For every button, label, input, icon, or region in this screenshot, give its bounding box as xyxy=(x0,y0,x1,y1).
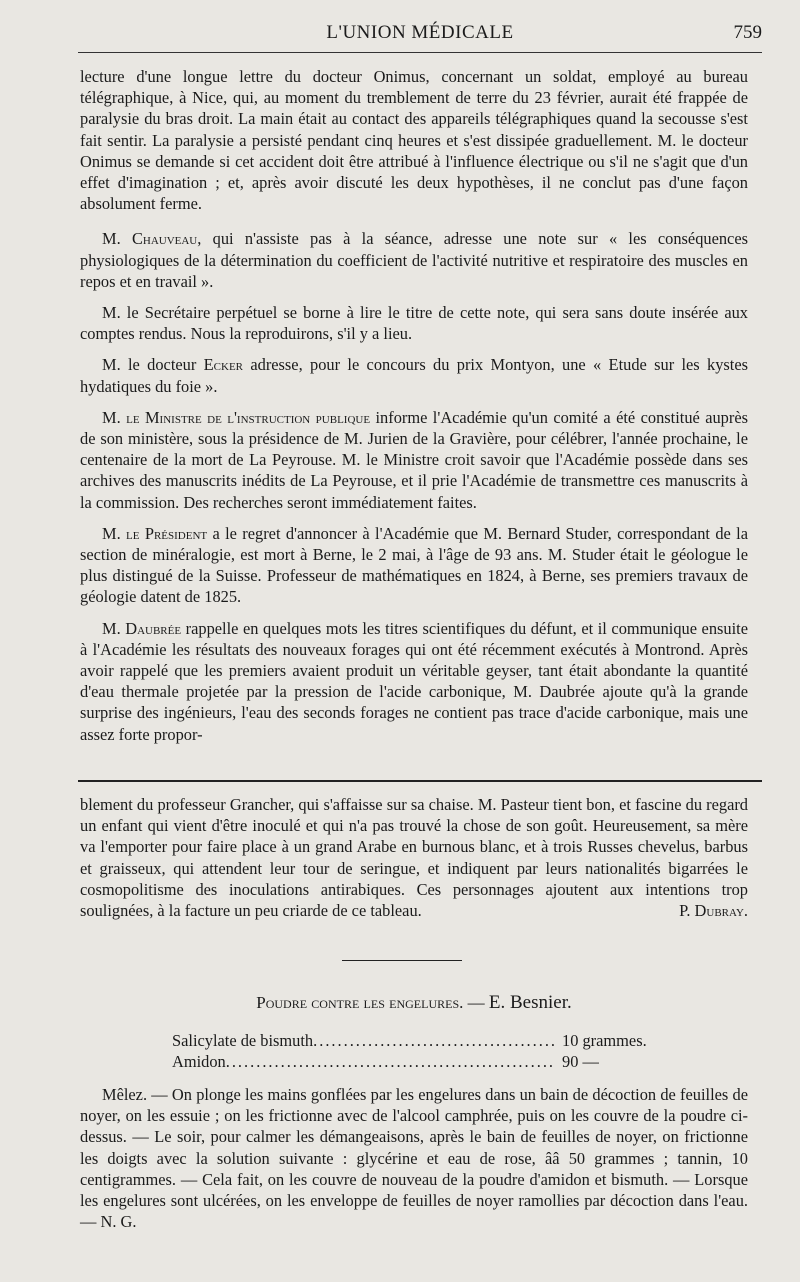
ingredient-list xyxy=(172,1030,692,1072)
feuilleton-separator xyxy=(78,780,762,782)
recipe-author: E. Besnier. xyxy=(488,992,572,1013)
paragraph-onimus: lecture d'une longue lettre du docteur Onimus, concernant un soldat, employé au bureau télégraphique, à Nice, qui, au moment du tremblement de terre du 23 février, aurait été frappée de paralysie du bras droit. La main était au contact des appareils télégraphiques quand la secousse s'est fait sentir. La paralysie a persisté pendant cinq heures et s'est dissipée graduellement. M. le docteur Onimus se demande si cet accident doit être attribué à l'influence électrique ou s'il ne s'agit que d'un effet d'imagination ; et, après avoir discuté les deux hypothèses, il ne conclut pas d'une façon absolument ferme. xyxy=(80,67,748,214)
page-header xyxy=(78,22,762,52)
running-title: L'UNION MÉDICALE xyxy=(326,22,514,43)
paragraph-ministre: M. le Ministre de l'instruction publique informe l'Académie qu'un comité a été constitué auprès de son ministère, sous la présidence de M. Jurien de la Gravière, pour célébrer, l'année prochaine, le centenaire de la mort de La Peyrouse. M. le Ministre croit savoir que l'Académie possède dans ses archives des manuscrits inédits de La Peyrouse, et il prie l'Académie de transmettre ces manuscrits à la commission. Des recherches seront immédiatement faites. xyxy=(80,407,748,512)
section-rule xyxy=(342,960,462,961)
paragraph-daubree: M. Daubrée rappelle en quelques mots les titres scientifiques du défunt, et il communique ensuite à l'Académie les résultats des nouveaux forages qui ont été récemment exécutés à Montrond. Après avoir rappelé que les premiers avaient produit un véritable geyser, tant était abondante la quantité d'eau thermale projetée par la pression de l'acide carbonique, M. Daubrée ajoute qu'à la grande surprise des ingénieurs, l'eau des seconds forages ne contient pas trace d'acide carbonique, mais une assez forte propor- xyxy=(80,618,748,744)
recipe-signature: N. G. xyxy=(100,1212,137,1232)
paragraph-secretaire: M. le Secrétaire perpétuel se borne à lire le titre de cette note, qui sera sans doute insérée aux comptes rendus. Nous la reproduirons, s'il y a lieu. xyxy=(80,303,748,344)
recipe-directions: Mêlez. — On plonge les mains gonflées par les engelures dans un bain de décoction de feuilles de noyer, on les essuie ; on les frictionne avec de l'alcool camphrée, puis on les couvre de la poudre ci-dessus. — Le soir, pour calmer les démangeaisons, après le bain de feuilles de noyer, on frictionne les doigts avec la solution suivante : glycérine et eau de rose, ââ 50 grammes ; tannin, 10 centigrammes. — Cela fait, on les couvre de nouveau de la poudre d'amidon et bismuth. — Lorsque les engelures sont ulcérées, on les enveloppe de feuilles de noyer ramollies par décoction dans l'eau. — N. G. xyxy=(80,1085,748,1232)
paragraph-president: M. le Président a le regret d'annoncer à l'Académie que M. Bernard Studer, correspondant de la section de minéralogie, est mort à Berne, le 2 mai, à l'âge de 93 ans. M. Studer était le géologue le plus distingué de la Suisse. Professeur de mathématiques en 1824, à Berne, ses premiers travaux de géologie datent de 1825. xyxy=(80,523,748,607)
paragraph-ecker: M. le docteur Ecker adresse, pour le concours du prix Montyon, une « Etude sur les kystes hydatiques du foie ». xyxy=(80,355,748,396)
paragraph-chauveau: M. Chauveau, qui n'assiste pas à la séance, adresse une note sur « les conséquences physiologiques de la détermination du coefficient de l'activité nutritive et respiratoire des muscles en repos et en travail ». xyxy=(80,229,748,291)
feuilleton-text: blement du professeur Grancher, qui s'affaisse sur sa chaise. M. Pasteur tient bon, et fascine du regard un enfant qui vient d'être inoculé et qui n'a pas trouvé la chose de son goût. Heureusement, sa mère va l'emporter pour faire place à un grand Arabe en burnous blanc, et à trois Russes chevelus, barbus et graisseux, qui attendent leur tour de seringue, et indiquent par leurs nationalités bigarrées le cosmopolitisme des inoculations antirabiques. Ces personnages ajoutent aux intentions trop soulignées, à la facture un peu criarde de ce tableau. P. Dubray. xyxy=(80,795,748,921)
main-text xyxy=(80,66,748,755)
recipe-title: Poudre contre les engelures. — E. Besnier. xyxy=(256,992,572,1013)
page-number: 759 xyxy=(733,22,762,43)
feuilleton-signature: P. Dubray. xyxy=(679,901,748,921)
ingredient-row: Salicylate de bismuth ..... 10 grammes. xyxy=(172,1030,692,1051)
feuilleton xyxy=(80,794,748,935)
header-rule xyxy=(78,52,762,53)
ingredient-row: Amidon ..... 90 — xyxy=(172,1051,692,1072)
